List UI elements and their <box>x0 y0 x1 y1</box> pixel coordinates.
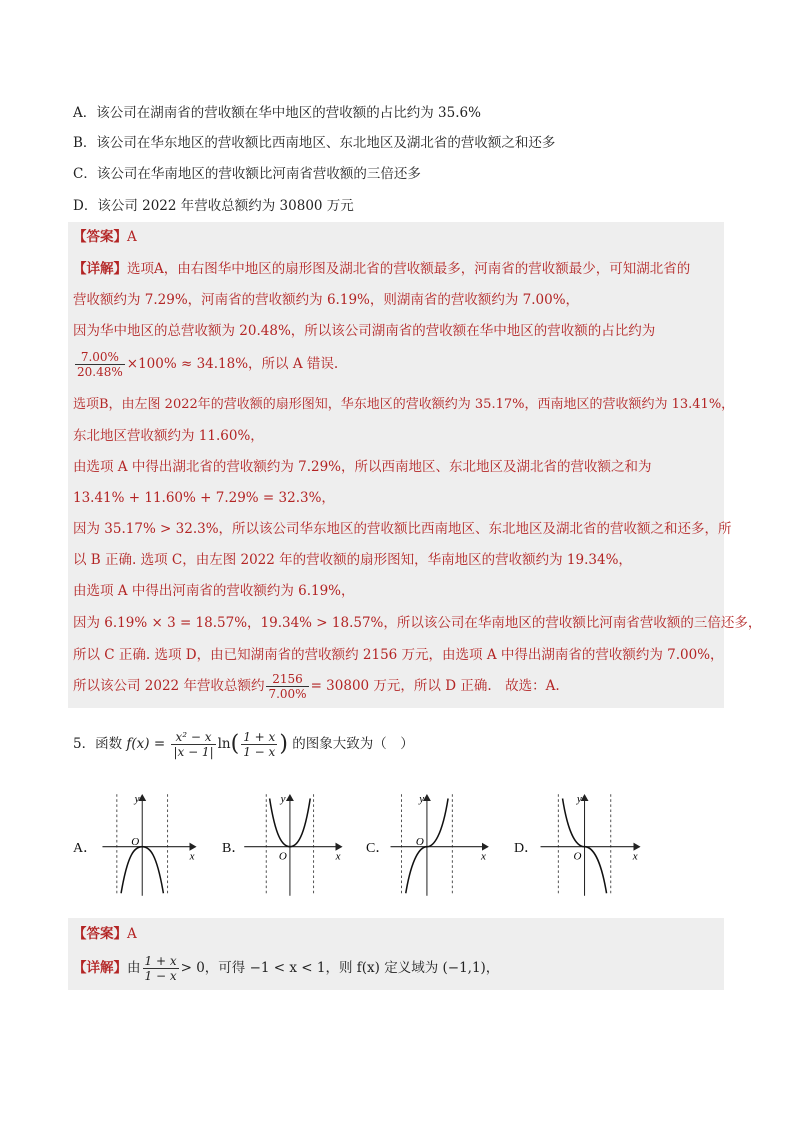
q4-detail-line-3: 因为华中地区的总营收额为 20.48%，所以该公司湖南省的营收额在华中地区的营收额的占比约为 <box>73 323 656 339</box>
graph-label-c: C． <box>366 841 390 856</box>
q4-detail-line-10: 以 B 正确. 选项 C，由左图 2022 年的营收额的扇形图知，华南地区的营收额约为 19.34%， <box>73 552 632 568</box>
answer-value: A <box>127 926 137 942</box>
q4-detail-line-12: 因为 6.19% × 3 = 18.57%，19.34% > 18.57%，所以该公司在华南地区的营收额比河南省营收额的三倍还多， <box>73 615 762 631</box>
y-axis-label: y <box>280 792 286 805</box>
fraction: $\frac{7.00\%}{20.48\%}$ <box>77 350 123 379</box>
option-d: D．该公司 2022 年营收总额约为 30800 万元 <box>73 198 354 214</box>
fraction: $\frac{1 + x}{1 - x}$ <box>144 954 177 983</box>
detail-tag: 【详解】 <box>73 261 127 277</box>
q4-detail-line-7: 由选项 A 中得出湖北省的营收额约为 7.29%，所以西南地区、东北地区及湖北省的营收额之和为 <box>73 459 652 475</box>
fraction: $\frac{2156}{7.00\%}$ <box>268 672 307 701</box>
graph-label-b: B． <box>222 841 246 856</box>
fraction: $\frac{1 + x}{1 - x}$ <box>243 730 276 759</box>
q5-answer <box>73 925 137 943</box>
origin-label: O <box>131 836 140 848</box>
q4-detail-line-14: 所以该公司 2022 年营收总额约 $\frac{2156}{7.00\%}$ = 30800 万元，所以 D 正确. 故选：A. <box>73 672 560 701</box>
graph-a <box>94 780 204 910</box>
q4-detail-line-5: 选项B，由左图 2022年的营收额的扇形图知，华东地区的营收额约为 35.17%，西南地区的营收额约为 13.41%， <box>73 397 735 412</box>
q5-stem: 5．函数 f(x) = $\frac{\text{x² − x}}{|x - 1|}$ ln( $\frac{1 + x}{1 - x}$ ) 的图象大致为（ ） <box>73 730 414 759</box>
x-axis-label: x <box>632 850 638 863</box>
q4-detail-line-11: 由选项 A 中得出河南省的营收额约为 6.19%， <box>73 583 355 599</box>
graph-c <box>388 780 498 910</box>
q4-answer <box>73 228 137 246</box>
y-axis-label: y <box>576 792 582 805</box>
answer-tag: 【答案】 <box>73 926 127 942</box>
fraction: $\frac{\text{x² − x}}{|x - 1|}$ <box>173 730 214 759</box>
origin-label: O <box>278 850 287 863</box>
q4-detail-line-1: 【详解】选项A，由右图华中地区的扇形图及湖北省的营收额最多，河南省的营收额最少，可知湖北省的 <box>73 261 691 277</box>
option-c: C．该公司在华南地区的营收额比河南省营收额的三倍还多 <box>73 166 421 182</box>
y-axis-label: y <box>134 792 140 805</box>
option-a: A．该公司在湖南省的营收额在华中地区的营收额的占比约为 35.6% <box>73 105 481 121</box>
q4-detail-line-4: $\frac{7.00\%}{20.48\%}$ ×100% ≈ 34.18%，所以 A 错误. <box>77 350 339 379</box>
answer-value: A <box>127 229 137 245</box>
x-axis-label: x <box>189 850 195 863</box>
q5-detail-line: 【详解】由 $\frac{1 + x}{1 - x}$ > 0，可得 −1 < x < 1，则 f(x) 定义域为 (−1,1)， <box>73 954 500 983</box>
x-axis-label: x <box>335 850 341 863</box>
y-axis-label: y <box>419 792 425 805</box>
answer-tag: 【答案】 <box>73 229 127 245</box>
q4-detail-line-8: 13.41% + 11.60% + 7.29% = 32.3%， <box>73 490 335 506</box>
detail-tag: 【详解】 <box>73 960 127 976</box>
option-b: B．该公司在华东地区的营收额比西南地区、东北地区及湖北省的营收额之和还多 <box>73 135 556 151</box>
q4-detail-line-13: 所以 C 正确. 选项 D，由已知湖南省的营收额约 2156 万元，由选项 A 中得出湖南省的营收额约为 7.00%， <box>73 647 724 663</box>
q4-detail-line-9: 因为 35.17% > 32.3%，所以该公司华东地区的营收额比西南地区、东北地区及湖北省的营收额之和还多，所 <box>73 521 732 537</box>
graph-b <box>240 780 350 910</box>
graph-label-d: D． <box>514 841 539 856</box>
x-axis-label: x <box>481 850 486 863</box>
origin-label: O <box>573 850 582 863</box>
function-name: f(x) = <box>126 736 166 752</box>
q4-detail-line-6: 东北地区营收额约为 11.60%， <box>73 428 264 444</box>
origin-label: O <box>415 836 424 848</box>
q4-detail-line-2: 营收额约为 7.29%，河南省的营收额约为 6.19%，则湖南省的营收额约为 7.00%， <box>73 292 580 308</box>
graph-label-a: A． <box>73 841 98 856</box>
graph-d <box>538 780 648 910</box>
